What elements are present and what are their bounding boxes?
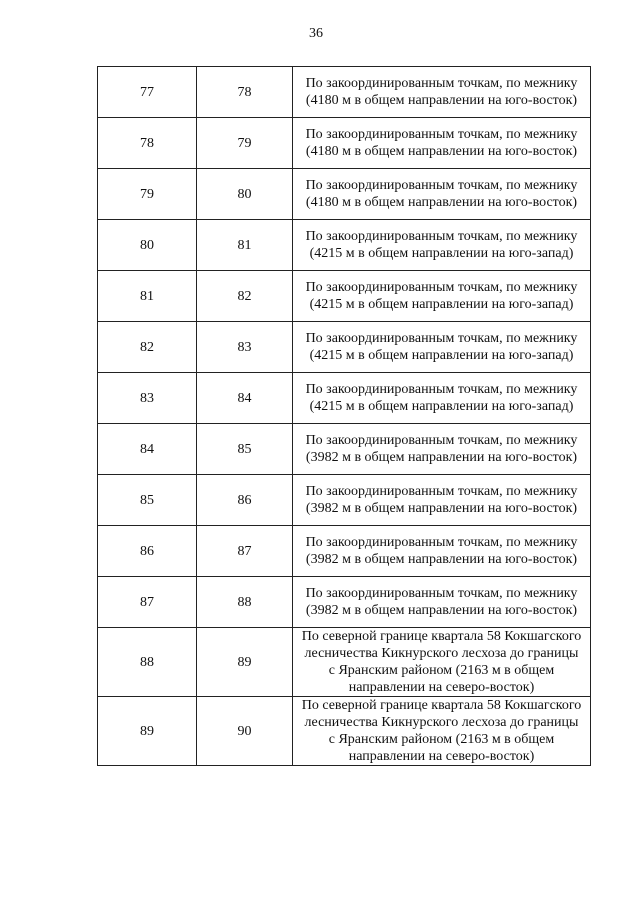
description-line: По северной границе квартала 58 Кокшагского xyxy=(301,629,582,644)
table-row xyxy=(98,322,591,373)
description-line: (3982 м в общем направлении на юго-восток) xyxy=(305,501,578,516)
point-from-cell: 77 xyxy=(98,67,197,118)
table-row xyxy=(98,697,591,766)
boundary-description-cell xyxy=(293,322,591,373)
description-line: с Яранским районом (2163 м в общем xyxy=(328,732,555,747)
boundary-table xyxy=(97,66,591,766)
point-from-cell: 82 xyxy=(98,322,197,373)
point-to-cell: 86 xyxy=(197,475,293,526)
table-row xyxy=(98,118,591,169)
description-line: (4215 м в общем направлении на юго-запад) xyxy=(309,297,574,312)
description-line: По закоординированным точкам, по межнику xyxy=(305,586,578,601)
point-to-cell: 85 xyxy=(197,424,293,475)
description-line: По закоординированным точкам, по межнику xyxy=(305,484,578,499)
point-from-cell: 86 xyxy=(98,526,197,577)
boundary-description-cell xyxy=(293,220,591,271)
boundary-description-cell xyxy=(293,424,591,475)
table-row xyxy=(98,373,591,424)
description-line: (4180 м в общем направлении на юго-восток) xyxy=(305,195,578,210)
point-to-cell: 78 xyxy=(197,67,293,118)
description-line: (4215 м в общем направлении на юго-запад) xyxy=(309,399,574,414)
boundary-description-cell xyxy=(293,697,591,766)
boundary-description-cell xyxy=(293,475,591,526)
point-to-cell: 80 xyxy=(197,169,293,220)
point-to-cell: 84 xyxy=(197,373,293,424)
description-line: По закоординированным точкам, по межнику xyxy=(305,127,578,142)
description-line: (4180 м в общем направлении на юго-восток) xyxy=(305,93,578,108)
description-line: (3982 м в общем направлении на юго-восток) xyxy=(305,450,578,465)
description-line: (4215 м в общем направлении на юго-запад) xyxy=(309,246,574,261)
table-row xyxy=(98,628,591,697)
point-from-cell: 84 xyxy=(98,424,197,475)
description-line: По закоординированным точкам, по межнику xyxy=(305,229,578,244)
point-from-cell: 87 xyxy=(98,577,197,628)
description-line: направлении на северо-восток) xyxy=(348,749,535,764)
description-line: направлении на северо-восток) xyxy=(348,680,535,695)
point-to-cell: 88 xyxy=(197,577,293,628)
description-line: (3982 м в общем направлении на юго-восток) xyxy=(305,552,578,567)
boundary-description-cell xyxy=(293,67,591,118)
point-to-cell: 79 xyxy=(197,118,293,169)
point-from-cell: 81 xyxy=(98,271,197,322)
point-from-cell: 78 xyxy=(98,118,197,169)
point-to-cell: 83 xyxy=(197,322,293,373)
description-line: с Яранским районом (2163 м в общем xyxy=(328,663,555,678)
description-line: По закоординированным точкам, по межнику xyxy=(305,331,578,346)
point-from-cell: 80 xyxy=(98,220,197,271)
point-from-cell: 89 xyxy=(98,697,197,766)
description-line: По закоординированным точкам, по межнику xyxy=(305,382,578,397)
boundary-description-cell xyxy=(293,577,591,628)
table-row xyxy=(98,526,591,577)
point-to-cell: 89 xyxy=(197,628,293,697)
description-line: (4180 м в общем направлении на юго-восток) xyxy=(305,144,578,159)
table-row xyxy=(98,271,591,322)
point-to-cell: 90 xyxy=(197,697,293,766)
description-line: (3982 м в общем направлении на юго-восток) xyxy=(305,603,578,618)
boundary-description-cell xyxy=(293,373,591,424)
table-row xyxy=(98,220,591,271)
point-to-cell: 87 xyxy=(197,526,293,577)
boundary-description-cell xyxy=(293,526,591,577)
point-from-cell: 88 xyxy=(98,628,197,697)
description-line: По закоординированным точкам, по межнику xyxy=(305,433,578,448)
page-number: 36 xyxy=(309,26,323,41)
table-row xyxy=(98,424,591,475)
description-line: По закоординированным точкам, по межнику xyxy=(305,280,578,295)
table-body xyxy=(98,67,591,766)
boundary-description-cell xyxy=(293,169,591,220)
point-from-cell: 79 xyxy=(98,169,197,220)
description-line: По закоординированным точкам, по межнику xyxy=(305,178,578,193)
table-row xyxy=(98,67,591,118)
boundary-description-cell xyxy=(293,271,591,322)
description-line: По закоординированным точкам, по межнику xyxy=(305,76,578,91)
description-line: По северной границе квартала 58 Кокшагского xyxy=(301,698,582,713)
table-row xyxy=(98,169,591,220)
description-line: лесничества Кикнурского лесхоза до границы xyxy=(304,646,579,661)
boundary-description-cell xyxy=(293,628,591,697)
point-from-cell: 83 xyxy=(98,373,197,424)
description-line: лесничества Кикнурского лесхоза до границы xyxy=(304,715,579,730)
table-row xyxy=(98,475,591,526)
description-line: По закоординированным точкам, по межнику xyxy=(305,535,578,550)
table-row xyxy=(98,577,591,628)
boundary-description-cell xyxy=(293,118,591,169)
point-to-cell: 82 xyxy=(197,271,293,322)
point-to-cell: 81 xyxy=(197,220,293,271)
point-from-cell: 85 xyxy=(98,475,197,526)
description-line: (4215 м в общем направлении на юго-запад) xyxy=(309,348,574,363)
